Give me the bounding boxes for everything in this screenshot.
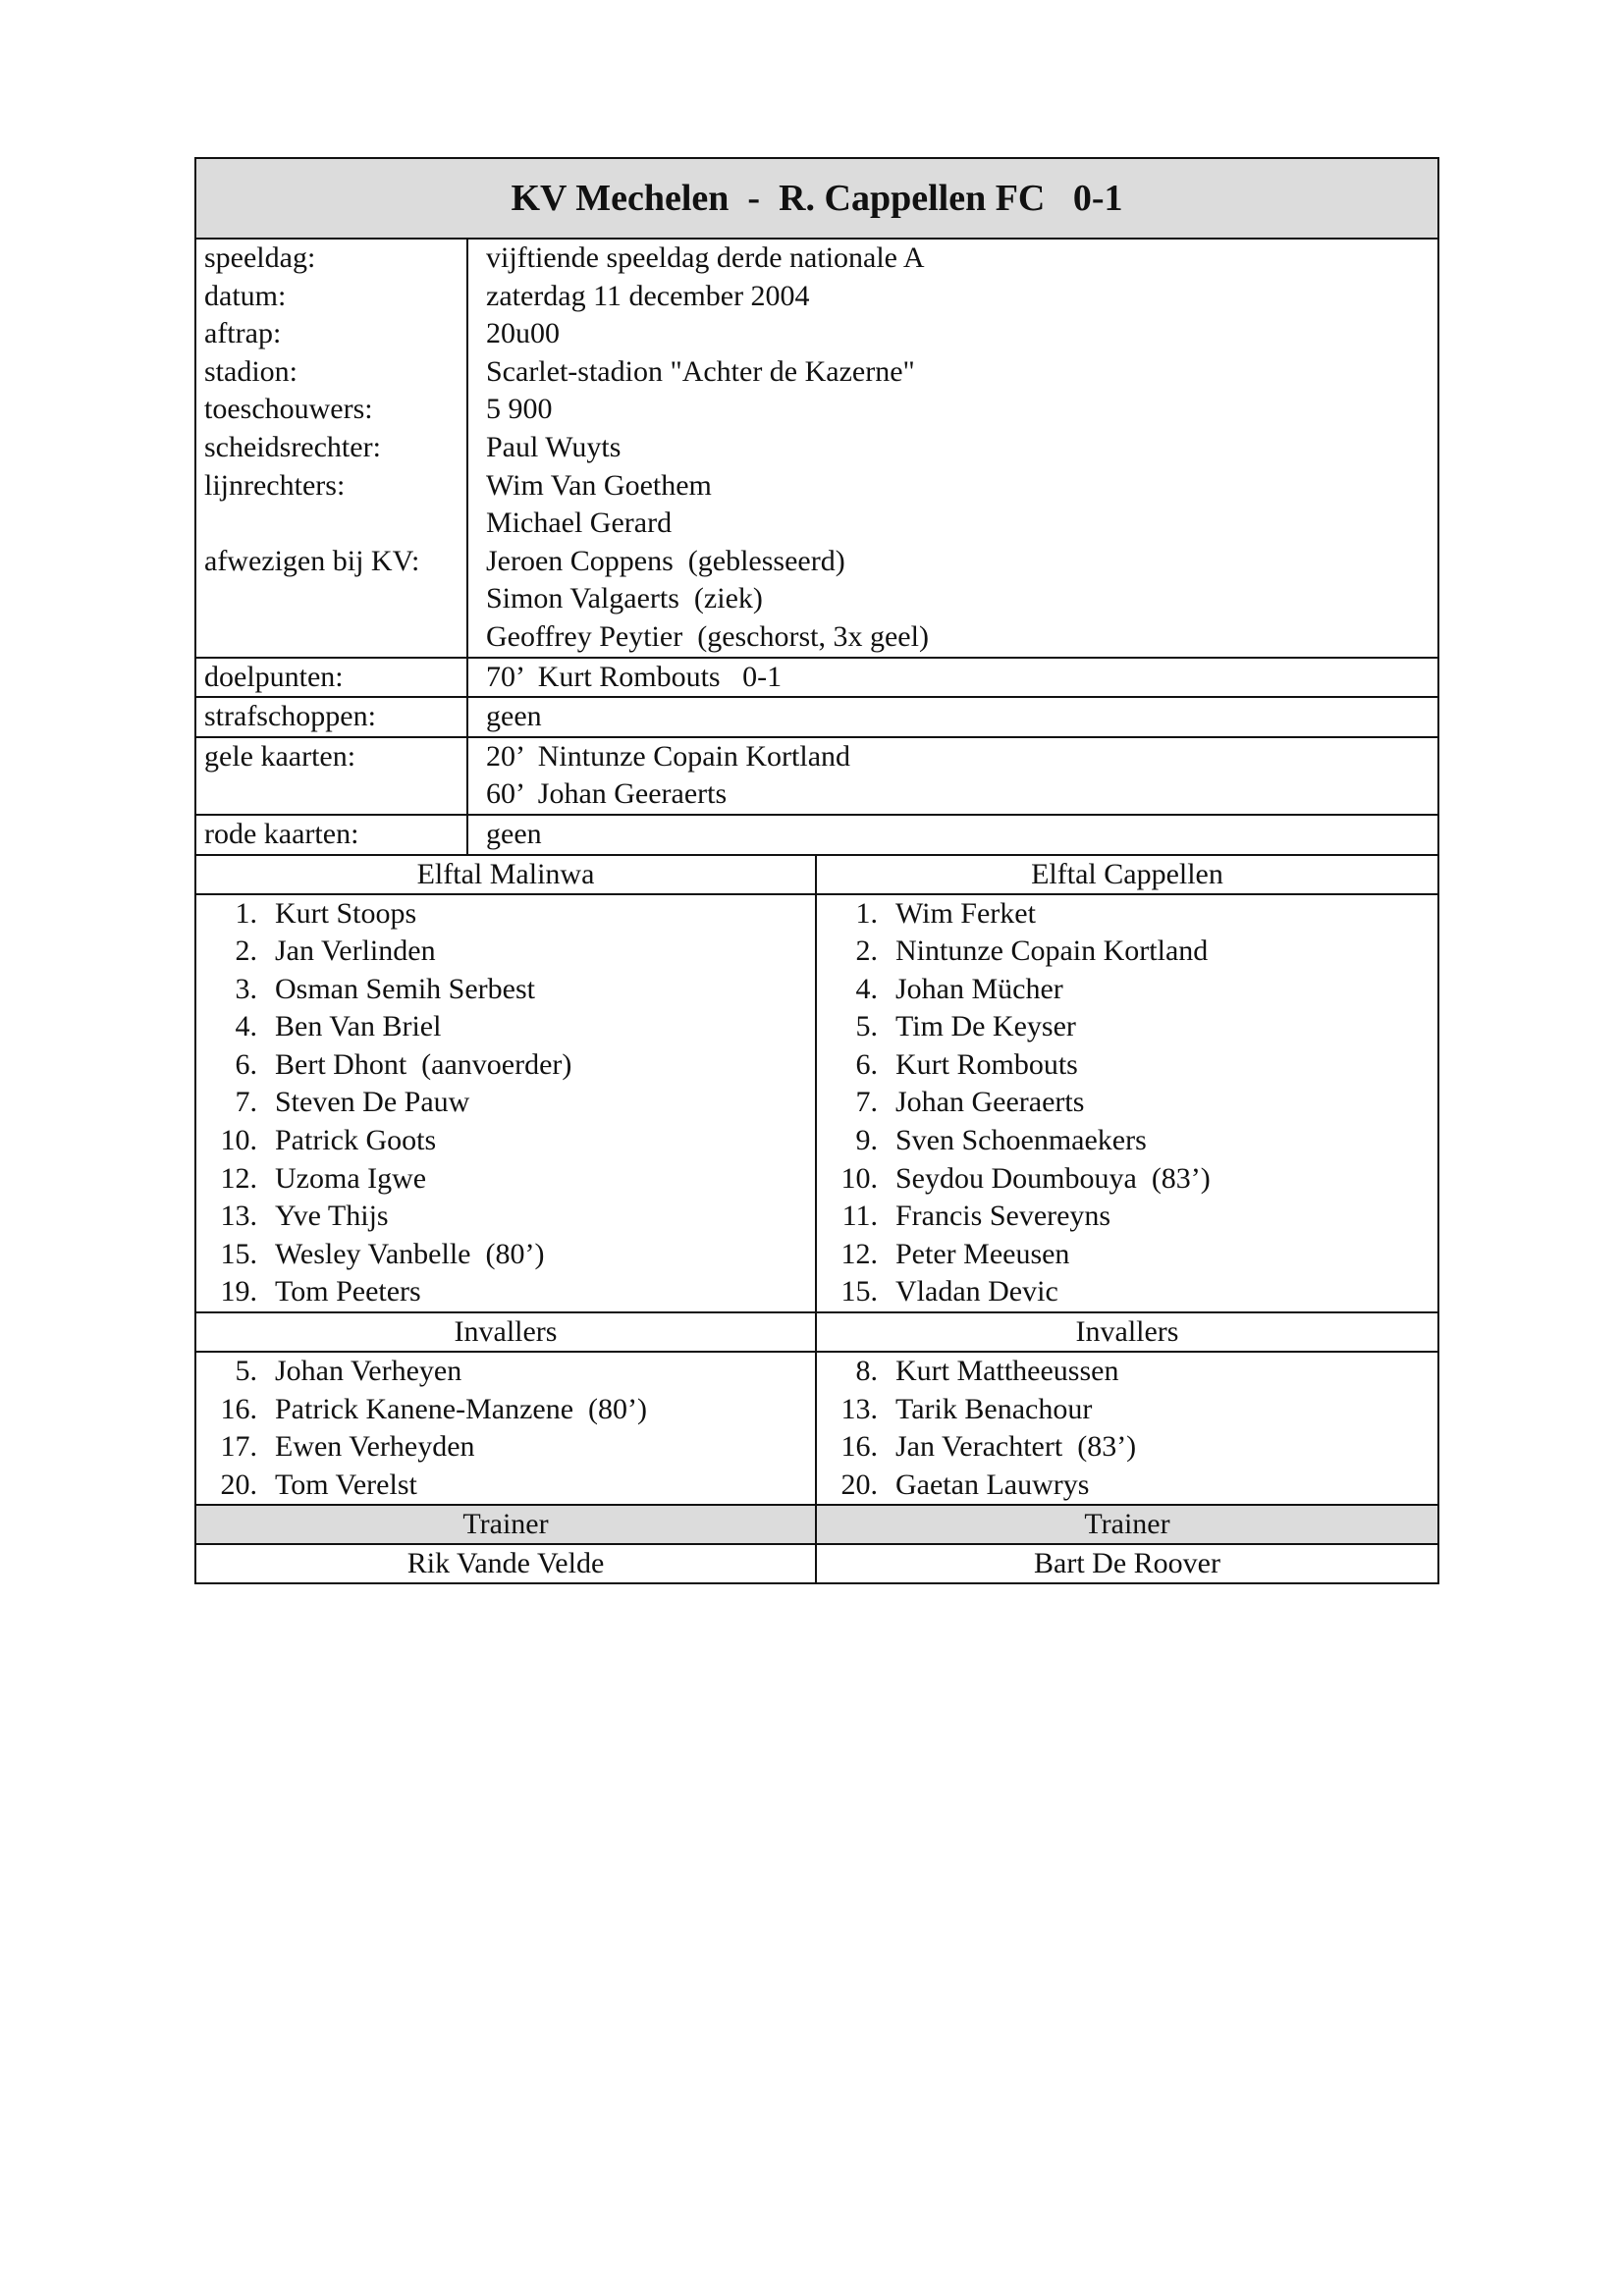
player-name: Johan Mücher [895,972,1063,1005]
info-label [204,618,459,657]
home-subs-heading: Invallers [196,1313,817,1351]
player-row [196,933,815,971]
player-name: Patrick Goots [275,1124,437,1157]
player-number: 5. [235,1355,257,1388]
player-number: 1. [855,896,878,930]
player-number: 12. [220,1161,257,1195]
info-label: stadion: [204,354,298,388]
player-name: Kurt Rombouts [895,1047,1078,1081]
info-values [468,698,1437,736]
player-row [817,1467,1437,1505]
player-row [817,1008,1437,1046]
player-number: 1. [235,896,257,930]
player-name: Bert Dhont (aanvoerder) [275,1047,572,1081]
player-row [196,1428,815,1467]
player-row [817,1046,1437,1085]
player-name: Tom Peeters [275,1275,421,1308]
player-row [817,1391,1437,1429]
info-label: gele kaarten: [204,739,356,773]
trainer-header [196,1506,1437,1545]
player-number: 15. [840,1275,878,1308]
player-number: 10. [220,1124,257,1157]
info-values [468,240,1437,657]
info-label: afwezigen bij KV: [204,544,420,577]
info-labels [196,816,468,854]
info-value: Paul Wuyts [486,430,622,463]
player-row [817,895,1437,934]
home-lineup-list [196,895,815,1312]
player-number: 15. [220,1237,257,1270]
player-name: Vladan Devic [895,1275,1058,1308]
match-info [196,240,1437,856]
player-name: Johan Verheyen [275,1355,462,1388]
player-name: Gaetan Lauwrys [895,1468,1090,1501]
player-name: Jan Verlinden [275,934,436,968]
info-label: strafschoppen: [204,700,376,733]
away-trainer-name: Bart De Roover [1034,1547,1220,1580]
player-row [817,1122,1437,1160]
player-row [196,1273,815,1311]
home-trainer-heading: Trainer [196,1506,817,1543]
player-number: 12. [840,1237,878,1270]
info-label: aftrap: [204,317,282,350]
lineup-header [196,856,1437,895]
player-number: 4. [855,972,878,1005]
player-row [817,971,1437,1009]
player-name: Uzoma Igwe [275,1161,427,1195]
player-name: Wim Ferket [895,896,1036,930]
info-block [196,698,1437,738]
away-lineup-heading: Elftal Cappellen [1031,857,1223,890]
info-value: 70’ Kurt Rombouts 0-1 [486,660,783,693]
player-number: 4. [235,1010,257,1043]
player-number: 19. [220,1275,257,1308]
player-row [817,1353,1437,1391]
trainers [196,1545,1437,1582]
substitutes [196,1353,1437,1506]
away-subs-heading: Invallers [1075,1315,1179,1349]
player-name: Wesley Vanbelle (80’) [275,1237,545,1270]
info-value: Scarlet-stadion "Achter de Kazerne" [486,354,915,388]
info-values [468,816,1437,854]
info-label: doelpunten: [204,660,344,693]
info-value: Wim Van Goethem [486,468,712,502]
info-value: zaterdag 11 december 2004 [486,279,810,312]
player-number: 3. [235,972,257,1005]
player-number: 6. [235,1047,257,1081]
player-number: 13. [840,1392,878,1425]
info-labels [196,240,468,657]
info-value: geen [486,700,542,733]
info-label: speeldag: [204,241,316,274]
info-value: Simon Valgaerts (ziek) [486,582,763,615]
player-name: Ben Van Briel [275,1010,442,1043]
away-lineup-list [817,895,1437,1312]
home-lineup-heading: Elftal Malinwa [196,856,817,893]
player-name: Kurt Stoops [275,896,417,930]
player-number: 9. [855,1124,878,1157]
player-number: 7. [855,1086,878,1119]
info-labels [196,698,468,736]
player-number: 13. [220,1200,257,1233]
player-name: Francis Severeyns [895,1200,1111,1233]
info-values [468,738,1437,814]
player-row [817,1236,1437,1274]
info-label: lijnrechters: [204,468,346,502]
info-label: datum: [204,279,287,312]
player-name: Tom Verelst [275,1468,417,1501]
player-number: 7. [235,1086,257,1119]
info-block [196,240,1437,659]
player-name: Nintunze Copain Kortland [895,934,1209,968]
player-row [196,895,815,934]
player-row [196,1084,815,1122]
player-row [196,1391,815,1429]
player-number: 20. [840,1468,878,1501]
info-label: toeschouwers: [204,393,373,426]
player-row [817,1160,1437,1199]
info-label [204,580,459,618]
info-value: vijftiende speeldag derde nationale A [486,241,925,274]
info-label: scheidsrechter: [204,430,381,463]
match-report-table [194,157,1439,1584]
player-row [817,933,1437,971]
player-number: 16. [220,1392,257,1425]
starting-lineups [196,895,1437,1314]
player-row [196,1467,815,1505]
info-values [468,659,1437,697]
info-value: 20u00 [486,317,560,350]
info-block [196,738,1437,816]
player-name: Steven De Pauw [275,1086,470,1119]
info-label: rode kaarten: [204,817,359,850]
player-row [817,1428,1437,1467]
player-name: Yve Thijs [275,1200,389,1233]
player-number: 2. [855,934,878,968]
player-row [196,971,815,1009]
player-number: 17. [220,1430,257,1464]
player-row [196,1160,815,1199]
player-number: 11. [841,1200,878,1233]
player-number: 16. [840,1430,878,1464]
player-row [196,1122,815,1160]
player-name: Johan Geeraerts [895,1086,1085,1119]
info-value: Michael Gerard [486,507,673,540]
home-subs-list [196,1353,815,1504]
player-name: Seydou Doumbouya (83’) [895,1161,1211,1195]
player-name: Patrick Kanene-Manzene (80’) [275,1392,647,1425]
info-value: geen [486,817,542,850]
player-name: Jan Verachtert (83’) [895,1430,1137,1464]
player-name: Tarik Benachour [895,1392,1093,1425]
info-value: 5 900 [486,393,553,426]
info-value: 20’ Nintunze Copain Kortland [486,739,851,773]
player-number: 8. [855,1355,878,1388]
away-trainer-heading: Trainer [1084,1508,1170,1541]
player-name: Tim De Keyser [895,1010,1076,1043]
player-row [196,1353,815,1391]
away-subs-list [817,1353,1437,1504]
info-block [196,816,1437,856]
player-row [196,1198,815,1236]
player-number: 5. [855,1010,878,1043]
info-value: Jeroen Coppens (geblesseerd) [486,544,845,577]
info-value: Geoffrey Peytier (geschorst, 3x geel) [486,619,929,653]
player-name: Osman Semih Serbest [275,972,535,1005]
player-row [817,1198,1437,1236]
player-name: Kurt Mattheeussen [895,1355,1119,1388]
player-number: 10. [840,1161,878,1195]
player-number: 20. [220,1468,257,1501]
player-row [196,1046,815,1085]
player-row [817,1084,1437,1122]
player-row [196,1236,815,1274]
info-label [204,505,459,543]
info-labels [196,738,468,814]
player-row [196,1008,815,1046]
player-name: Ewen Verheyden [275,1430,475,1464]
info-block [196,659,1437,699]
player-name: Sven Schoenmaekers [895,1124,1147,1157]
player-name: Peter Meeusen [895,1237,1070,1270]
match-title: KV Mechelen - R. Cappellen FC 0-1 [196,159,1437,240]
subs-header [196,1313,1437,1353]
home-trainer-name: Rik Vande Velde [196,1545,817,1582]
info-value: 60’ Johan Geeraerts [486,777,728,811]
player-row [817,1273,1437,1311]
info-labels [196,659,468,697]
info-label [204,775,459,814]
player-number: 6. [855,1047,878,1081]
player-number: 2. [235,934,257,968]
